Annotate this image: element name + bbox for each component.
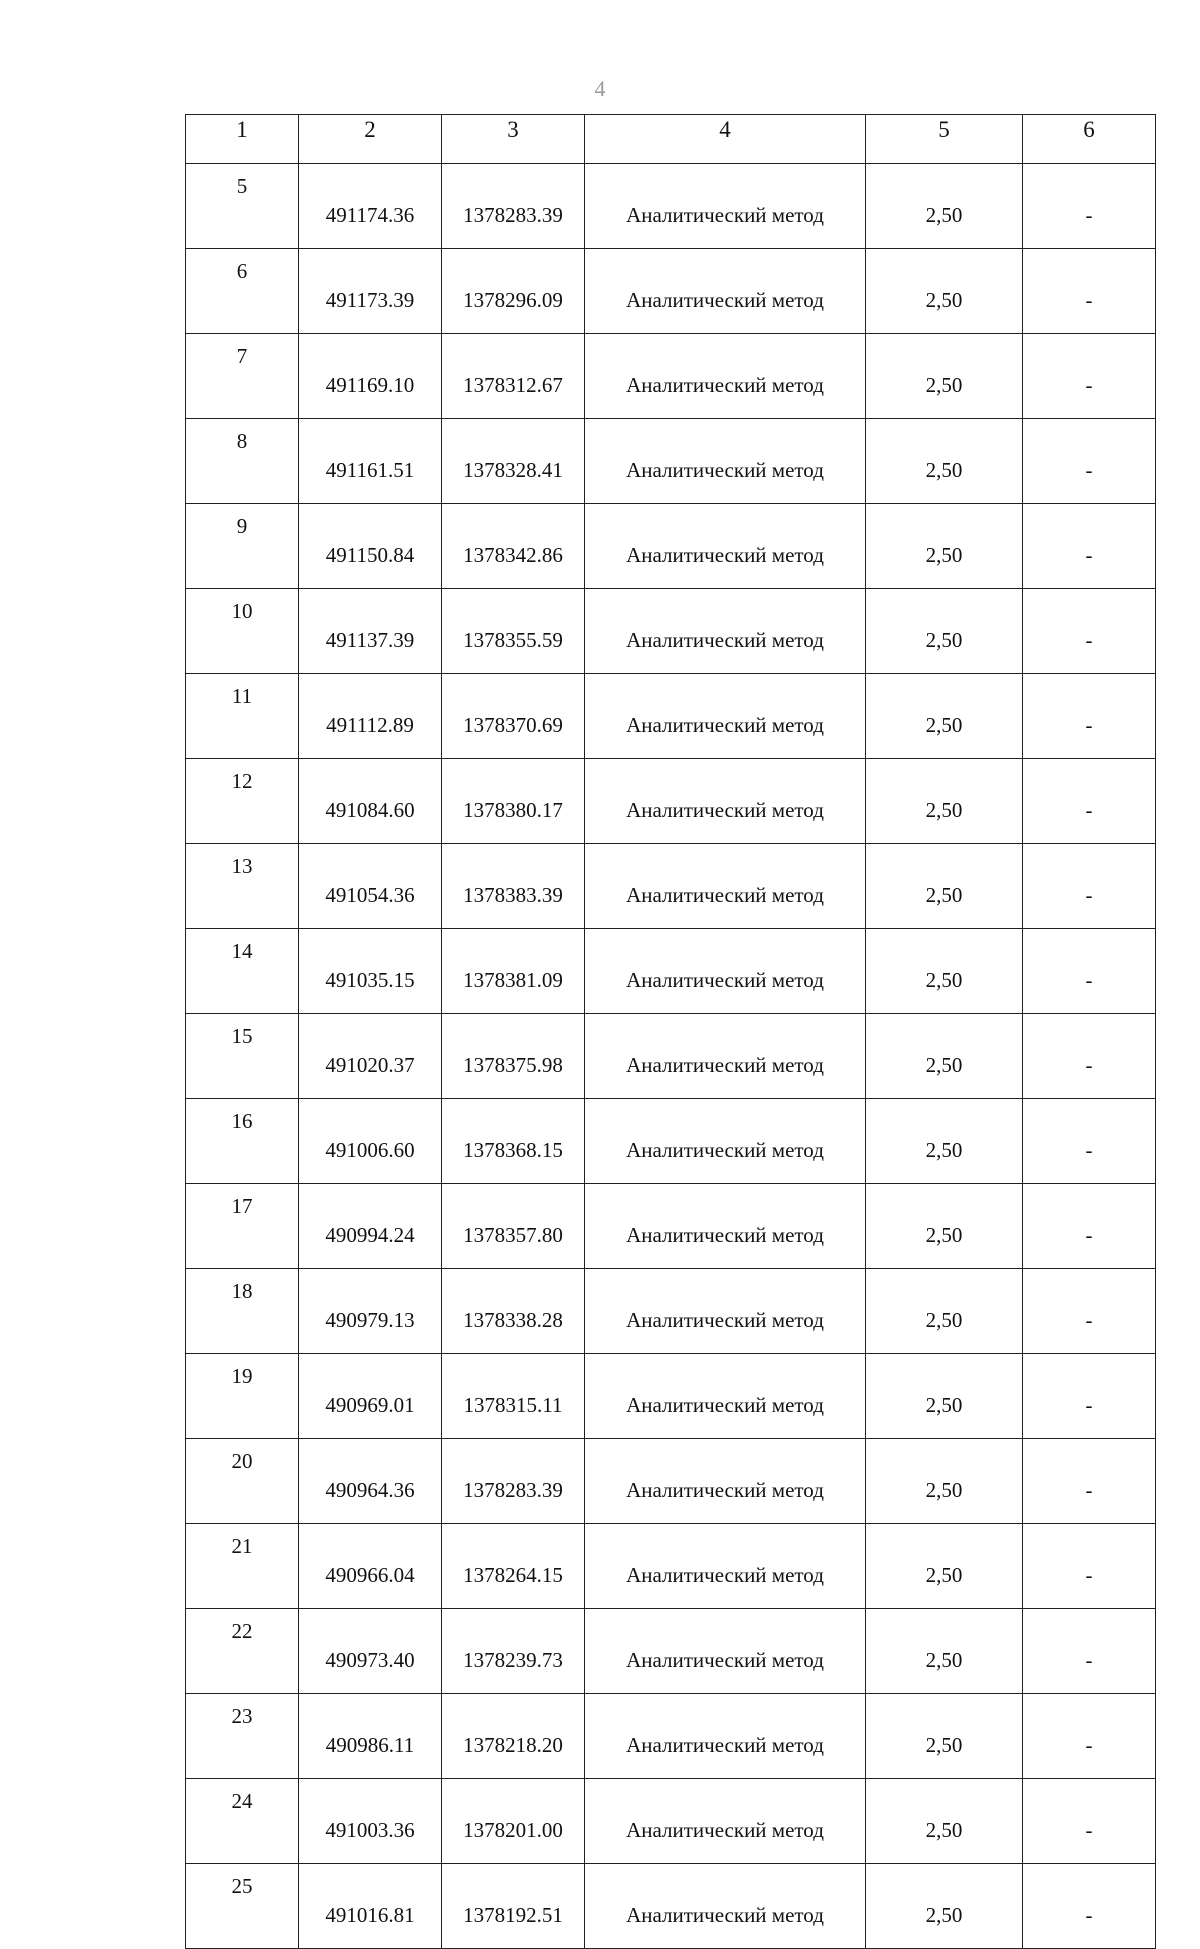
- accuracy-cell: 2,50: [866, 844, 1023, 929]
- note-cell: -: [1023, 1354, 1156, 1439]
- method-cell: Аналитический метод: [585, 1524, 866, 1609]
- accuracy-cell: 2,50: [866, 1864, 1023, 1949]
- coordinate-x-cell: 491035.15: [299, 929, 442, 1014]
- coordinate-x-cell: 490979.13: [299, 1269, 442, 1354]
- coordinate-x-cell: 491137.39: [299, 589, 442, 674]
- accuracy-cell: 2,50: [866, 929, 1023, 1014]
- table-row: [186, 334, 1156, 419]
- coordinate-y-cell: 1378328.41: [442, 419, 585, 504]
- note-cell: -: [1023, 674, 1156, 759]
- accuracy-cell: 2,50: [866, 334, 1023, 419]
- table-row: [186, 249, 1156, 334]
- note-cell: -: [1023, 249, 1156, 334]
- table-row: [186, 1354, 1156, 1439]
- point-number-cell: 25: [186, 1864, 299, 1949]
- coordinate-x-cell: 491003.36: [299, 1779, 442, 1864]
- method-cell: Аналитический метод: [585, 929, 866, 1014]
- coordinate-x-cell: 491174.36: [299, 164, 442, 249]
- note-cell: -: [1023, 759, 1156, 844]
- point-number-cell: 22: [186, 1609, 299, 1694]
- coordinate-x-cell: 491006.60: [299, 1099, 442, 1184]
- method-cell: Аналитический метод: [585, 589, 866, 674]
- point-number-cell: 6: [186, 249, 299, 334]
- coordinate-x-cell: 491173.39: [299, 249, 442, 334]
- coordinate-y-cell: 1378315.11: [442, 1354, 585, 1439]
- method-cell: Аналитический метод: [585, 164, 866, 249]
- method-cell: Аналитический метод: [585, 1694, 866, 1779]
- coordinate-y-cell: 1378342.86: [442, 504, 585, 589]
- coordinate-y-cell: 1378283.39: [442, 164, 585, 249]
- note-cell: -: [1023, 1014, 1156, 1099]
- coordinate-x-cell: 490973.40: [299, 1609, 442, 1694]
- accuracy-cell: 2,50: [866, 1524, 1023, 1609]
- point-number-cell: 5: [186, 164, 299, 249]
- note-cell: -: [1023, 1524, 1156, 1609]
- method-cell: Аналитический метод: [585, 504, 866, 589]
- coordinate-x-cell: 491020.37: [299, 1014, 442, 1099]
- table-row: [186, 419, 1156, 504]
- note-cell: -: [1023, 1184, 1156, 1269]
- note-cell: -: [1023, 1439, 1156, 1524]
- header-cell-3: 3: [442, 115, 585, 164]
- method-cell: Аналитический метод: [585, 419, 866, 504]
- table-row: [186, 589, 1156, 674]
- note-cell: -: [1023, 1269, 1156, 1354]
- coordinate-y-cell: 1378218.20: [442, 1694, 585, 1779]
- header-row: [186, 115, 1156, 164]
- note-cell: -: [1023, 1864, 1156, 1949]
- method-cell: Аналитический метод: [585, 1184, 866, 1269]
- coordinate-x-cell: 490986.11: [299, 1694, 442, 1779]
- header-cell-1: 1: [186, 115, 299, 164]
- accuracy-cell: 2,50: [866, 1779, 1023, 1864]
- note-cell: -: [1023, 334, 1156, 419]
- method-cell: Аналитический метод: [585, 844, 866, 929]
- note-cell: -: [1023, 1694, 1156, 1779]
- table-row: [186, 504, 1156, 589]
- coordinate-x-cell: 491169.10: [299, 334, 442, 419]
- coordinate-y-cell: 1378192.51: [442, 1864, 585, 1949]
- header-cell-5: 5: [866, 115, 1023, 164]
- note-cell: -: [1023, 589, 1156, 674]
- method-cell: Аналитический метод: [585, 674, 866, 759]
- accuracy-cell: 2,50: [866, 1099, 1023, 1184]
- method-cell: Аналитический метод: [585, 1099, 866, 1184]
- point-number-cell: 24: [186, 1779, 299, 1864]
- coordinate-y-cell: 1378357.80: [442, 1184, 585, 1269]
- method-cell: Аналитический метод: [585, 249, 866, 334]
- method-cell: Аналитический метод: [585, 1014, 866, 1099]
- coordinate-x-cell: 491112.89: [299, 674, 442, 759]
- point-number-cell: 21: [186, 1524, 299, 1609]
- coordinate-x-cell: 491150.84: [299, 504, 442, 589]
- coordinate-y-cell: 1378283.39: [442, 1439, 585, 1524]
- table-row: [186, 164, 1156, 249]
- point-number-cell: 23: [186, 1694, 299, 1779]
- method-cell: Аналитический метод: [585, 1269, 866, 1354]
- point-number-cell: 13: [186, 844, 299, 929]
- accuracy-cell: 2,50: [866, 1609, 1023, 1694]
- coordinate-y-cell: 1378368.15: [442, 1099, 585, 1184]
- point-number-cell: 8: [186, 419, 299, 504]
- point-number-cell: 16: [186, 1099, 299, 1184]
- method-cell: Аналитический метод: [585, 334, 866, 419]
- point-number-cell: 10: [186, 589, 299, 674]
- accuracy-cell: 2,50: [866, 589, 1023, 674]
- method-cell: Аналитический метод: [585, 1864, 866, 1949]
- point-number-cell: 11: [186, 674, 299, 759]
- table-row: [186, 1524, 1156, 1609]
- coordinate-x-cell: 490969.01: [299, 1354, 442, 1439]
- table-row: [186, 1184, 1156, 1269]
- table-row: [186, 1269, 1156, 1354]
- coordinate-y-cell: 1378201.00: [442, 1779, 585, 1864]
- accuracy-cell: 2,50: [866, 1354, 1023, 1439]
- accuracy-cell: 2,50: [866, 1269, 1023, 1354]
- coordinate-y-cell: 1378380.17: [442, 759, 585, 844]
- table-row: [186, 1694, 1156, 1779]
- table-row: [186, 1609, 1156, 1694]
- coordinates-table: [185, 114, 1156, 1949]
- accuracy-cell: 2,50: [866, 1439, 1023, 1524]
- note-cell: -: [1023, 504, 1156, 589]
- method-cell: Аналитический метод: [585, 1609, 866, 1694]
- note-cell: -: [1023, 844, 1156, 929]
- point-number-cell: 9: [186, 504, 299, 589]
- point-number-cell: 14: [186, 929, 299, 1014]
- table-row: [186, 759, 1156, 844]
- point-number-cell: 7: [186, 334, 299, 419]
- table-header: [186, 115, 1156, 164]
- coordinate-x-cell: 490994.24: [299, 1184, 442, 1269]
- coordinate-x-cell: 490964.36: [299, 1439, 442, 1524]
- point-number-cell: 12: [186, 759, 299, 844]
- accuracy-cell: 2,50: [866, 1694, 1023, 1779]
- accuracy-cell: 2,50: [866, 164, 1023, 249]
- coordinate-x-cell: 491016.81: [299, 1864, 442, 1949]
- coordinate-y-cell: 1378312.67: [442, 334, 585, 419]
- table-row: [186, 1779, 1156, 1864]
- coordinate-x-cell: 491161.51: [299, 419, 442, 504]
- point-number-cell: 15: [186, 1014, 299, 1099]
- coordinate-x-cell: 490966.04: [299, 1524, 442, 1609]
- method-cell: Аналитический метод: [585, 759, 866, 844]
- coordinate-y-cell: 1378264.15: [442, 1524, 585, 1609]
- table-body: [186, 164, 1156, 1949]
- note-cell: -: [1023, 929, 1156, 1014]
- header-cell-6: 6: [1023, 115, 1156, 164]
- coordinate-y-cell: 1378381.09: [442, 929, 585, 1014]
- coordinate-y-cell: 1378338.28: [442, 1269, 585, 1354]
- note-cell: -: [1023, 419, 1156, 504]
- table-row: [186, 674, 1156, 759]
- method-cell: Аналитический метод: [585, 1354, 866, 1439]
- coordinate-y-cell: 1378239.73: [442, 1609, 585, 1694]
- accuracy-cell: 2,50: [866, 759, 1023, 844]
- accuracy-cell: 2,50: [866, 674, 1023, 759]
- point-number-cell: 20: [186, 1439, 299, 1524]
- coordinate-x-cell: 491054.36: [299, 844, 442, 929]
- accuracy-cell: 2,50: [866, 419, 1023, 504]
- accuracy-cell: 2,50: [866, 249, 1023, 334]
- header-cell-4: 4: [585, 115, 866, 164]
- coordinate-y-cell: 1378370.69: [442, 674, 585, 759]
- coordinate-y-cell: 1378375.98: [442, 1014, 585, 1099]
- coordinate-x-cell: 491084.60: [299, 759, 442, 844]
- note-cell: -: [1023, 1779, 1156, 1864]
- accuracy-cell: 2,50: [866, 504, 1023, 589]
- table-row: [186, 844, 1156, 929]
- note-cell: -: [1023, 164, 1156, 249]
- point-number-cell: 17: [186, 1184, 299, 1269]
- coordinate-y-cell: 1378355.59: [442, 589, 585, 674]
- point-number-cell: 18: [186, 1269, 299, 1354]
- accuracy-cell: 2,50: [866, 1184, 1023, 1269]
- table-row: [186, 929, 1156, 1014]
- accuracy-cell: 2,50: [866, 1014, 1023, 1099]
- method-cell: Аналитический метод: [585, 1779, 866, 1864]
- coordinate-y-cell: 1378383.39: [442, 844, 585, 929]
- table-row: [186, 1014, 1156, 1099]
- note-cell: -: [1023, 1099, 1156, 1184]
- coordinate-y-cell: 1378296.09: [442, 249, 585, 334]
- note-cell: -: [1023, 1609, 1156, 1694]
- header-cell-2: 2: [299, 115, 442, 164]
- point-number-cell: 19: [186, 1354, 299, 1439]
- table-row: [186, 1864, 1156, 1949]
- method-cell: Аналитический метод: [585, 1439, 866, 1524]
- table-row: [186, 1439, 1156, 1524]
- table-row: [186, 1099, 1156, 1184]
- page-number: 4: [594, 76, 606, 101]
